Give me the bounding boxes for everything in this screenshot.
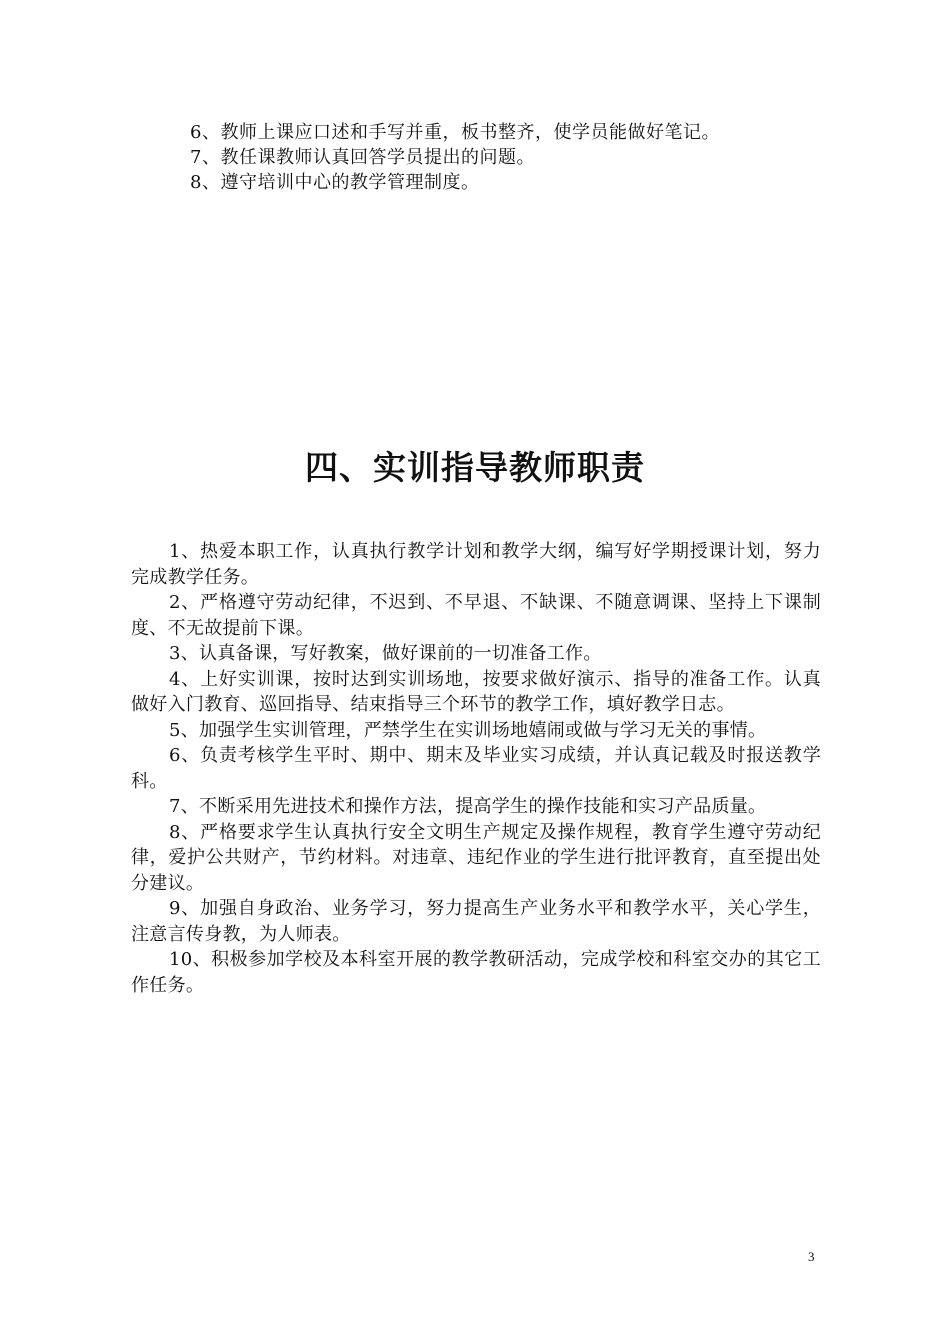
duty-item-6: 6、负责考核学生平时、期中、期末及毕业实习成绩，并认真记载及时报送教学科。 — [131, 745, 821, 792]
duty-item-2: 2、严格遵守劳动纪律，不迟到、不早退、不缺课、不随意调课、坚持上下课制度、不无故提前下课。 — [131, 592, 821, 639]
duty-item-5: 5、加强学生实训管理，严禁学生在实训场地嬉闹或做与学习无关的事情。 — [169, 719, 767, 741]
list-item: 8、遵守培训中心的教学管理制度。 — [190, 172, 480, 193]
duty-item-9: 9、加强自身政治、业务学习，努力提高生产业务水平和教学水平，关心学生，注意言传身教，为人师表。 — [131, 898, 821, 945]
duty-item-8: 8、严格要求学生认真执行安全文明生产规定及操作规程，教育学生遵守劳动纪律，爱护公共财产，节约材料。对违章、违纪作业的学生进行批评教育，直至提出处分建议。 — [131, 821, 821, 894]
duty-item-10: 10、积极参加学校及本科室开展的教学教研活动，完成学校和科室交办的其它工作任务。 — [131, 949, 821, 996]
page-number: 3 — [808, 1249, 815, 1264]
list-item: 6、教师上课应口述和手写并重，板书整齐，使学员能做好笔记。 — [190, 122, 720, 143]
duties-list — [131, 539, 821, 998]
teacher-rules-continued — [190, 120, 850, 195]
list-item: 7、教任课教师认真回答学员提出的问题。 — [190, 147, 535, 168]
duty-item-1: 1、热爱本职工作，认真执行教学计划和教学大纲，编写好学期授课计划，努力完成教学任务。 — [131, 541, 821, 588]
section-title: 四、实训指导教师职责 — [305, 448, 645, 487]
duty-item-7: 7、不断采用先进技术和操作方法，提高学生的操作技能和实习产品质量。 — [169, 796, 767, 817]
duty-item-4: 4、上好实训课，按时达到实训场地，按要求做好演示、指导的准备工作。认真做好入门教育、巡回指导、结束指导三个环节的教学工作，填好教学日志。 — [131, 668, 821, 715]
duty-item-3: 3、认真备课，写好教案，做好课前的一切准备工作。 — [169, 643, 602, 664]
